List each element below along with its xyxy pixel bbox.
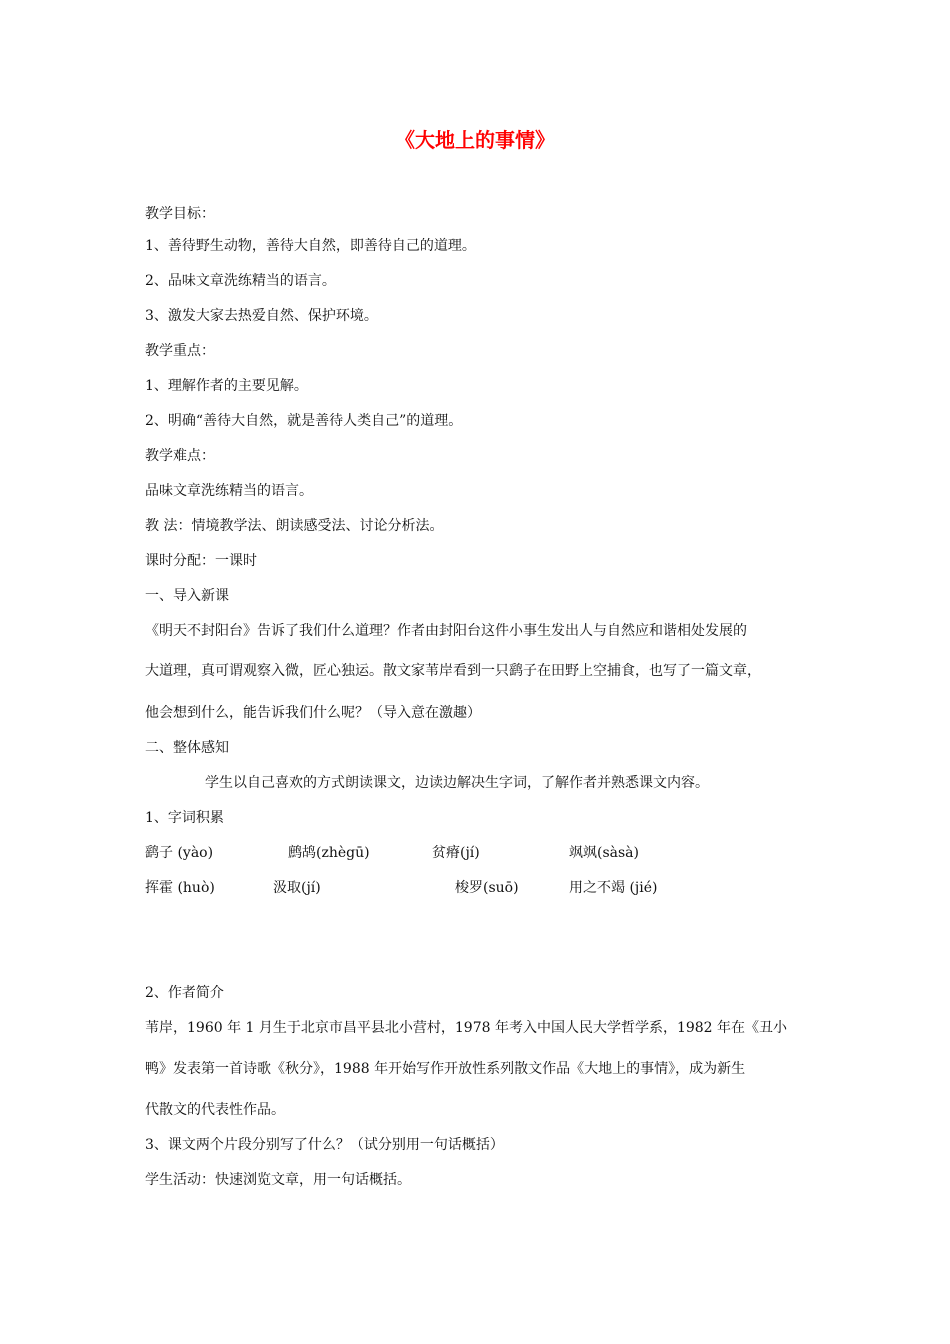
heading-difficulties: 教学难点： [145, 448, 215, 464]
page-title: 《大地上的事情》 [395, 128, 555, 152]
author-bio-line-2: 鸭》发表第一首诗歌《秋分》，1988 年开始写作开放性系列散文作品《大地上的事情》，成为新生 [145, 1061, 746, 1077]
vocab-item: 梭罗(suō) [455, 880, 519, 896]
author-bio-line-1: 苇岸，1960 年 1 月生于北京市昌平县北小营村，1978 年考入中国人民大学哲学系，1982 年在《丑小 [145, 1020, 788, 1036]
vocab-item: 用之不竭 (jié) [569, 880, 658, 896]
question-3: 3、课文两个片段分别写了什么？（试分别用一句话概括） [145, 1137, 504, 1153]
time-allocation: 课时分配：一课时 [145, 553, 257, 569]
key-point-2: 2、明确“善待大自然，就是善待人类自己”的道理。 [145, 413, 463, 429]
author-heading: 2、作者简介 [145, 985, 224, 1001]
intro-paragraph-line-1: 《明天不封阳台》告诉了我们什么道理？作者由封阳台这件小事生发出人与自然应和谐相处发展的 [145, 623, 747, 639]
intro-paragraph-line-3: 他会想到什么，能告诉我们什么呢？（导入意在激趣） [145, 705, 481, 721]
vocab-item: 贫瘠(jí) [432, 845, 480, 861]
objective-1: 1、善待野生动物，善待大自然，即善待自己的道理。 [145, 238, 476, 254]
vocab-heading: 1、字词积累 [145, 810, 224, 826]
student-activity: 学生活动：快速浏览文章，用一句话概括。 [145, 1172, 411, 1188]
difficulty-text: 品味文章洗练精当的语言。 [145, 483, 313, 499]
teaching-methods: 教 法：情境教学法、朗读感受法、讨论分析法。 [145, 518, 444, 534]
section-intro-heading: 一、导入新课 [145, 588, 229, 604]
vocab-item: 汲取(jí) [273, 880, 321, 896]
overview-text: 学生以自己喜欢的方式朗读课文，边读边解决生字词，了解作者并熟悉课文内容。 [205, 775, 709, 791]
intro-paragraph-line-2: 大道理，真可谓观察入微，匠心独运。散文家苇岸看到一只鹞子在田野上空捕食，也写了一篇文章， [145, 663, 761, 679]
author-bio-line-3: 代散文的代表性作品。 [145, 1102, 285, 1118]
vocab-item: 挥霍 (huò) [145, 880, 215, 896]
objective-2: 2、品味文章洗练精当的语言。 [145, 273, 336, 289]
objective-3: 3、激发大家去热爱自然、保护环境。 [145, 308, 378, 324]
vocab-item: 飒飒(sàsà) [569, 845, 639, 861]
vocab-item: 鹧鸪(zhègū) [288, 845, 370, 861]
key-point-1: 1、理解作者的主要见解。 [145, 378, 308, 394]
heading-objectives: 教学目标： [145, 206, 215, 222]
heading-key-points: 教学重点： [145, 343, 215, 359]
vocab-item: 鹞子 (yào) [145, 845, 214, 861]
section-overview-heading: 二、整体感知 [145, 740, 229, 756]
